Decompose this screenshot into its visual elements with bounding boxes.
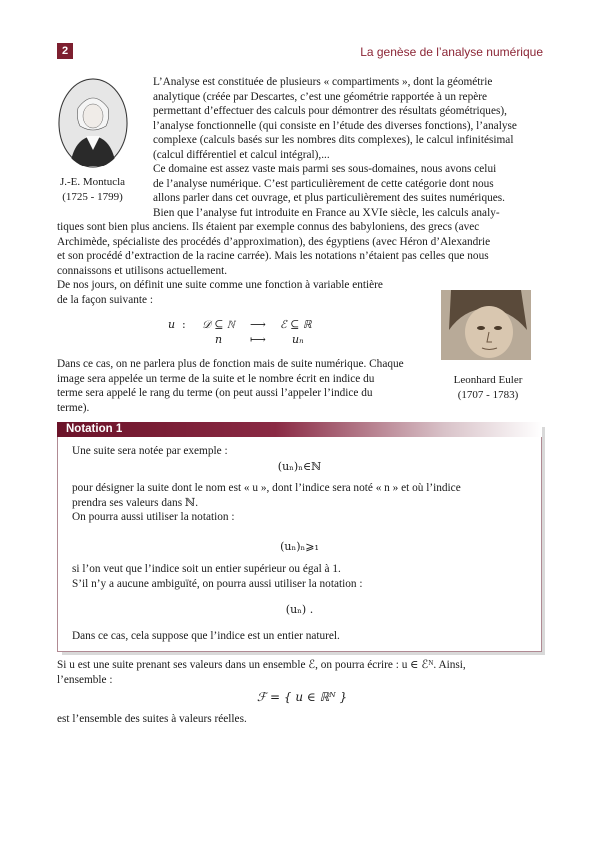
montucla-name: J.-E. Montucla [59,176,126,188]
map-u: u [168,318,176,331]
intro-paragraph [153,75,545,220]
running-title: La genèse de l’analyse numérique [360,45,543,59]
closing-line: Si u est une suite prenant ses valeurs dans un ensemble ℰ, on pourra écrire : u ∈ ℰᴺ. Ainsi, [57,659,466,671]
map-arrow: ⟶ [250,318,266,331]
map-colon: : [182,318,186,331]
map-domain: 𝒟 ⊆ ℕ [202,318,235,331]
history-line: connaissons et utilisons actuellement. [57,264,228,277]
notation-formula-2: (uₙ)ₙ⩾₁ [280,540,319,553]
euler-portrait [441,290,531,360]
intro-line: L’Analyse est constituée de plusieurs « compartiments », dont la géométrie [153,76,493,88]
closing-formula: ℱ = { u ∈ ℝᴺ } [256,690,348,704]
notation-line: si l’on veut que l’indice soit un entier supérieur ou égal à 1. [72,563,341,575]
notation-line: S’il n’y a aucune ambiguïté, on pourra aussi utiliser la notation : [72,577,363,590]
montucla-caption [50,175,135,204]
intro-line: (calcul différentiel et calcul intégral),... [153,148,330,161]
map-codomain: ℰ ⊆ ℝ [280,318,312,331]
closing-paragraph [57,712,547,727]
intro-line: Bien que l’analyse fut introduite en France au XVIe siècle, les calculs analy- [153,206,500,219]
notation-line: Dans ce cas, cela suppose que l’indice est un entier naturel. [72,630,340,642]
notation-header-bar [57,422,542,437]
intro-line: allons parler dans cet ouvrage, et plus particulièrement des suites numériques. [153,192,505,204]
euler-dates: (1707 - 1783) [457,388,519,401]
definition-line: Dans ce cas, on ne parlera plus de fonction mais de suite numérique. Chaque [57,358,404,370]
history-line: et son procédé d’extraction de la racine carrée). Mais les notations n’étaient pas celles que nous [57,250,489,262]
history-line: tiques sont bien plus anciens. Ils étaient par exemple connus des babyloniens, des grecs (avec [57,221,480,233]
page-number: 2 [57,43,73,59]
notation-body [72,629,537,644]
intro-line: permettant d’effectuer des calculs pour démontrer des résultats géométriques), [153,105,507,117]
notation-body [72,562,537,591]
closing-paragraph [57,658,547,687]
history-line: de la façon suivante : [57,293,153,306]
notation-line: On pourra aussi utiliser la notation : [72,511,235,523]
definition-paragraph [57,357,427,415]
closing-line: est l’ensemble des suites à valeurs réelles. [57,713,247,725]
intro-line: l’analyse fonctionnelle (qui consiste en l’étude des diverses fonctions), l’analyse [153,119,517,132]
definition-line: image sera appelée un terme de la suite et le nombre écrit en indice du [57,372,375,385]
intro-line: de l’analyse numérique. C’est particulièrement de cette catégorie dont nous [153,177,494,190]
notation-line: Une suite sera notée par exemple : [72,445,228,457]
notation-body [72,481,537,525]
intro-line: analytique (créée par Descartes, c’est une géométrie rapportée à un repère [153,90,488,103]
montucla-portrait [58,78,128,168]
definition-line: terme). [57,401,90,414]
history-line: Archimède, spécialiste des procédés d’approximation), des égyptiens (avec Héron d’Alexandrie [57,235,491,248]
map-n: n [215,333,223,346]
euler-name: Leonhard Euler [453,374,523,386]
euler-caption [438,373,538,402]
notation-title: Notation 1 [66,423,123,435]
closing-line: l’ensemble : [57,673,113,686]
history-line: De nos jours, on définit une suite comme une fonction à variable entière [57,279,383,291]
intro-line: complexe (calculs basés sur les nombres dits complexes), le calcul infinitésimal [153,134,514,146]
notation-formula-3: (uₙ) . [285,603,314,616]
notation-line: pour désigner la suite dont le nom est « u », dont l’indice sera noté « n » et où l’indice [72,482,461,494]
mapping-formula [168,318,338,350]
intro-line: Ce domaine est assez vaste mais parmi ses sous-domaines, nous avons celui [153,163,497,175]
map-mapsto: ⟼ [250,333,266,346]
montucla-dates: (1725 - 1799) [62,190,123,203]
notation-body [72,444,532,459]
notation-formula-1: (uₙ)ₙ∈ℕ [277,460,322,473]
notation-line: prendra ses valeurs dans ℕ. [72,496,199,509]
map-un: uₙ [292,333,304,346]
definition-line: terme sera appelé le rang du terme (on peut aussi l’appeler l’indice du [57,387,373,399]
